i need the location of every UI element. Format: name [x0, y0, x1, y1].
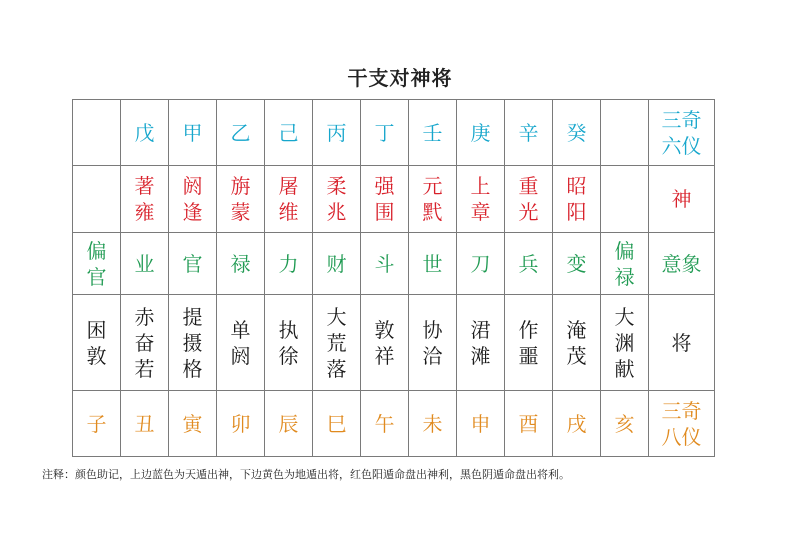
cell-text: 意象: [661, 251, 702, 276]
cell-text: 敦 祥: [374, 317, 395, 368]
cell-text: 协 洽: [422, 317, 443, 368]
cell-text: 辛: [518, 120, 539, 145]
ganzhi-table: [72, 99, 715, 457]
cell-text: 业: [134, 251, 155, 276]
cell-text: 著 雍: [134, 174, 155, 224]
cell-text: 昭 阳: [566, 174, 587, 224]
cell-text: 巳: [326, 411, 347, 436]
table-cell: [313, 100, 361, 166]
table-cell: [73, 391, 121, 457]
cell-text: 丙: [326, 120, 347, 145]
table-cell: [121, 391, 169, 457]
table-row-shen: [73, 166, 715, 233]
table-cell: [121, 233, 169, 295]
table-cell: [457, 233, 505, 295]
cell-text: 丁: [374, 120, 395, 145]
table-cell: [361, 391, 409, 457]
cell-text: 卯: [230, 411, 251, 436]
table-cell: [553, 100, 601, 166]
cell-text: 阏 逢: [182, 174, 203, 224]
table-row-earthly-branches: [73, 391, 715, 457]
cell-text: 提 摄 格: [182, 304, 203, 381]
table-cell: [361, 233, 409, 295]
table-cell: [73, 100, 121, 166]
cell-text: 戊: [134, 120, 155, 145]
cell-text: 大 渊 献: [614, 304, 635, 381]
table-cell: [409, 233, 457, 295]
cell-text: 未: [422, 411, 443, 436]
table-cell: [265, 295, 313, 391]
table-cell: [505, 295, 553, 391]
cell-text: 乙: [230, 120, 251, 145]
cell-text: 丑: [134, 411, 155, 436]
table-cell: [505, 233, 553, 295]
cell-text: 屠 维: [278, 174, 299, 224]
table-cell: [601, 295, 649, 391]
cell-text: 赤 奋 若: [134, 304, 155, 381]
cell-text: 强 围: [374, 174, 395, 224]
table-cell: [649, 233, 715, 295]
cell-text: 癸: [566, 120, 587, 145]
table-cell: [601, 166, 649, 233]
cell-text: 变: [566, 251, 587, 276]
cell-text: 亥: [614, 411, 635, 436]
table-cell: [73, 295, 121, 391]
cell-text: 午: [374, 411, 395, 436]
cell-text: 偏 禄: [614, 238, 635, 289]
cell-text: 世: [422, 251, 443, 276]
table-row-jiang: [73, 295, 715, 391]
table-cell: [169, 166, 217, 233]
table-cell: [505, 100, 553, 166]
cell-text: 刀: [470, 251, 491, 276]
cell-text: 执 徐: [278, 317, 299, 368]
table-cell: [217, 100, 265, 166]
table-cell: [601, 100, 649, 166]
cell-text: 偏 官: [86, 238, 107, 289]
cell-text: 甲: [182, 120, 203, 145]
cell-text: 困 敦: [86, 317, 107, 368]
cell-text: 庚: [470, 120, 491, 145]
table-cell: [361, 166, 409, 233]
cell-text: 壬: [422, 120, 443, 145]
cell-text: 旃 蒙: [230, 174, 251, 224]
table-cell: [169, 391, 217, 457]
cell-text: 重 光: [518, 174, 539, 224]
table-cell: [361, 295, 409, 391]
table-cell: [409, 295, 457, 391]
table-cell: [169, 233, 217, 295]
table-cell: [265, 100, 313, 166]
table-cell: [265, 233, 313, 295]
table-row-heavenly-stems: [73, 100, 715, 166]
table-cell: [121, 166, 169, 233]
cell-text: 三奇 八仪: [661, 398, 702, 449]
cell-text: 作 噩: [518, 317, 539, 368]
cell-text: 戌: [566, 411, 587, 436]
table-cell: [73, 233, 121, 295]
cell-text: 子: [86, 411, 107, 436]
table-cell: [169, 100, 217, 166]
cell-text: 上 章: [470, 174, 491, 224]
cell-text: 元 黓: [422, 174, 443, 224]
table-cell: [409, 100, 457, 166]
cell-text: 寅: [182, 411, 203, 436]
table-cell: [553, 391, 601, 457]
table-row-yixiang: [73, 233, 715, 295]
table-cell: [121, 295, 169, 391]
table-cell: [217, 391, 265, 457]
cell-text: 三奇 六仪: [661, 107, 702, 158]
footnote: 注释：颜色助记，上边蓝色为天遁出神，下边黄色为地遁出将，红色阳遁命盘出神利，黑色阴遁命盘出将利。: [42, 468, 570, 481]
cell-text: 辰: [278, 411, 299, 436]
page-title: 干支对神将: [347, 66, 453, 90]
table-cell: [313, 295, 361, 391]
table-cell: [553, 166, 601, 233]
table-cell: [601, 391, 649, 457]
table-cell: [505, 166, 553, 233]
cell-text: 单 阏: [230, 317, 251, 368]
table-cell: [313, 391, 361, 457]
cell-text: 酉: [518, 411, 539, 436]
cell-text: 禄: [230, 251, 251, 276]
cell-text: 神: [671, 187, 692, 211]
table-cell: [313, 166, 361, 233]
cell-text: 淹 茂: [566, 317, 587, 368]
table-cell: [409, 166, 457, 233]
table-cell: [217, 295, 265, 391]
cell-text: 财: [326, 251, 347, 276]
table-cell: [361, 100, 409, 166]
table-cell: [217, 233, 265, 295]
table-cell: [649, 391, 715, 457]
table-cell: [121, 100, 169, 166]
table-cell: [457, 166, 505, 233]
table-cell: [265, 166, 313, 233]
table-cell: [649, 100, 715, 166]
table-cell: [457, 100, 505, 166]
table-cell: [553, 233, 601, 295]
cell-text: 力: [278, 251, 299, 276]
table-cell: [169, 295, 217, 391]
table-cell: [649, 166, 715, 233]
cell-text: 兵: [518, 251, 539, 276]
cell-text: 己: [278, 120, 299, 145]
cell-text: 申: [470, 411, 491, 436]
cell-text: 官: [182, 251, 203, 276]
table-cell: [649, 295, 715, 391]
table-cell: [553, 295, 601, 391]
cell-text: 柔 兆: [326, 174, 347, 224]
table-cell: [313, 233, 361, 295]
cell-text: 大 荒 落: [326, 304, 347, 381]
table-cell: [505, 391, 553, 457]
cell-text: 斗: [374, 251, 395, 276]
table-cell: [265, 391, 313, 457]
table-cell: [73, 166, 121, 233]
cell-text: 将: [671, 330, 692, 355]
table-cell: [217, 166, 265, 233]
table-cell: [457, 391, 505, 457]
table-cell: [601, 233, 649, 295]
table-cell: [409, 391, 457, 457]
cell-text: 涒 滩: [470, 317, 491, 368]
table-cell: [457, 295, 505, 391]
